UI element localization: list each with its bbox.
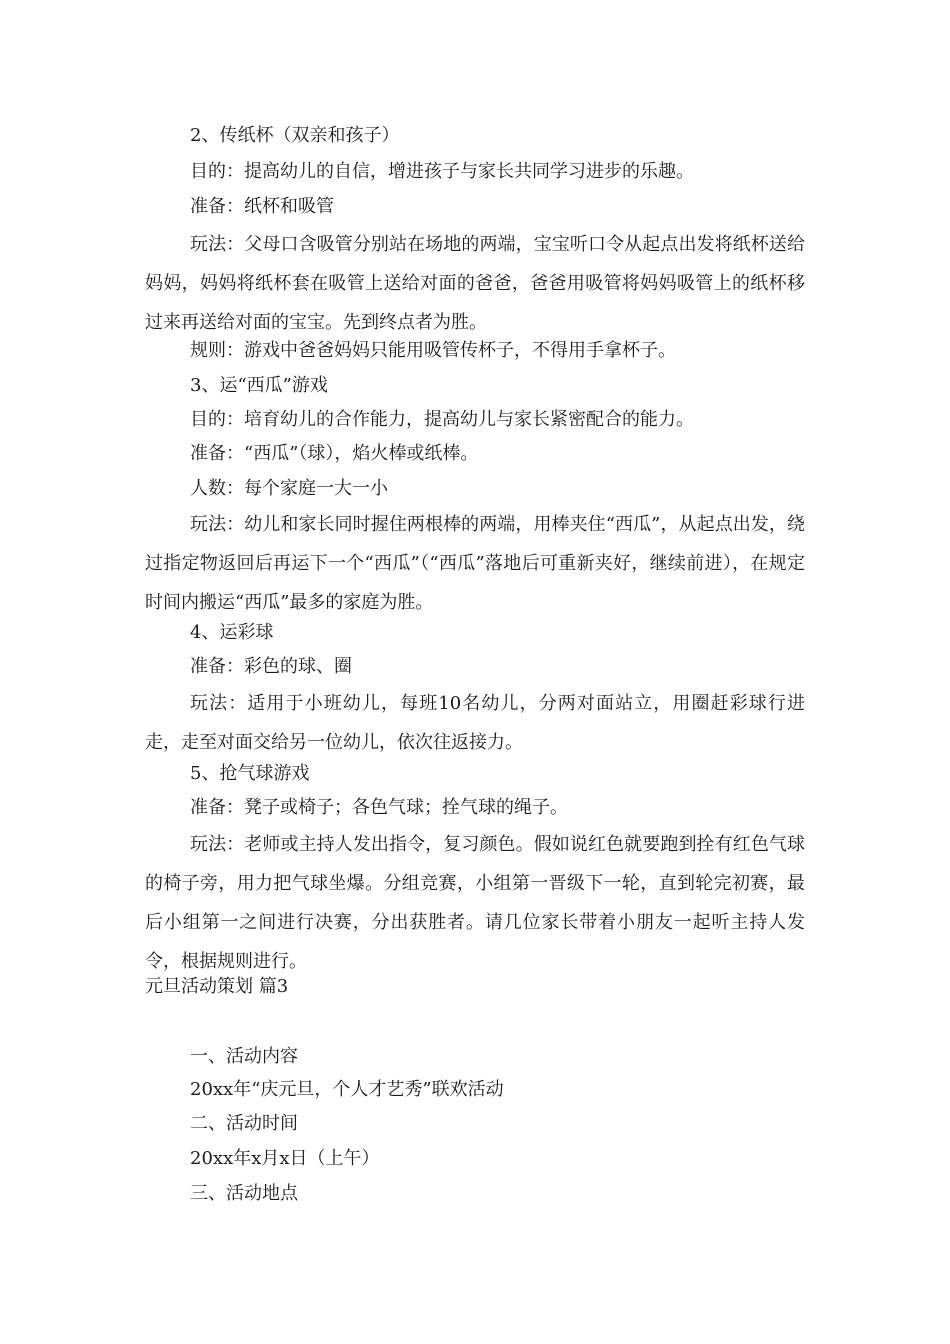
preparation-text: 准备：纸杯和吸管 (190, 196, 334, 217)
purpose-text: 目的：培育幼儿的合作能力，提高幼儿与家长紧密配合的能力。 (190, 409, 694, 430)
content-text: 20xx年x月x日（上午） (190, 1148, 380, 1169)
method-paragraph: 玩法：父母口含吸管分别站在场地的两端，宝宝听口令从起点出发将纸杯送给妈妈，妈妈将纸杯套在吸管上送给对面的爸爸，爸爸用吸管将妈妈吸管上的纸杯移过来再送给对面的宝宝。先到终点者为胜。 (145, 234, 805, 333)
rules-text: 规则：游戏中爸爸妈妈只能用吸管传杯子，不得用手拿杯子。 (190, 340, 676, 361)
content-text: 20xx年“庆元旦，个人才艺秀”联欢活动 (190, 1079, 504, 1100)
preparation-text: 准备：“西瓜”（球），焰火棒或纸棒。 (190, 443, 479, 464)
part-title: 元旦活动策划 篇3 (145, 976, 289, 997)
section-heading: 2、传纸杯（双亲和孩子） (190, 125, 400, 146)
section-heading: 3、运“西瓜”游戏 (190, 375, 328, 396)
section-heading: 二、活动时间 (190, 1113, 298, 1134)
method-paragraph: 玩法：适用于小班幼儿，每班10名幼儿，分两对面站立，用圈赶彩球行进走，走至对面交给另一位幼儿，依次往返接力。 (145, 693, 805, 753)
method-paragraph: 玩法：老师或主持人发出指令，复习颜色。假如说红色就要跑到拴有红色气球的椅子旁，用力把气球坐爆。分组竞赛，小组第一晋级下一轮，直到轮完初赛，最后小组第一之间进行决赛，分出获胜者。请几位家长带着小朋友一起听主持人发令，根据规则进行。 (145, 834, 805, 972)
preparation-text: 准备：凳子或椅子；各色气球；拴气球的绳子。 (190, 797, 568, 818)
section-heading: 三、活动地点 (190, 1183, 298, 1204)
purpose-text: 目的：提高幼儿的自信，增进孩子与家长共同学习进步的乐趣。 (190, 161, 694, 182)
section-heading: 4、运彩球 (190, 622, 274, 643)
people-text: 人数：每个家庭一大一小 (190, 478, 388, 499)
section-heading: 一、活动内容 (190, 1046, 298, 1067)
section-heading: 5、抢气球游戏 (190, 763, 310, 784)
method-paragraph: 玩法：幼儿和家长同时握住两根棒的两端，用棒夹住“西瓜”，从起点出发，绕过指定物返回后再运下一个“西瓜”（“西瓜”落地后可重新夹好，继续前进），在规定时间内搬运“西瓜”最多的家庭为胜。 (145, 514, 805, 613)
preparation-text: 准备：彩色的球、圈 (190, 656, 352, 677)
